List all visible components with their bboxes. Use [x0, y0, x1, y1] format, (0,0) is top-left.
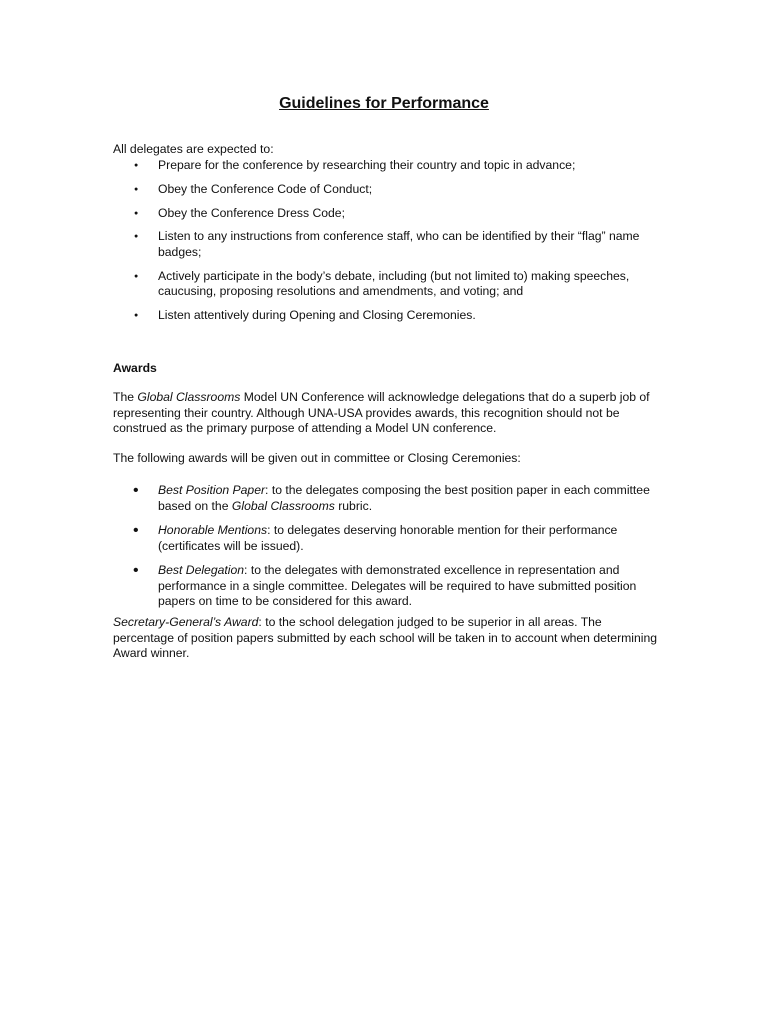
awards-list	[113, 483, 661, 619]
award-item-best-position-paper: • Best Position Paper: to the delegates composing the best position paper in each committee based on the Global Classrooms rubric.	[113, 483, 661, 514]
page-title: Guidelines for Performance	[279, 95, 489, 112]
awards-list-intro: The following awards will be given out in committee or Closing Ceremonies:	[113, 451, 521, 465]
list-item: ● Obey the Conference Dress Code;	[113, 206, 661, 222]
awards-intro-paragraph: The Global Classrooms Model UN Conference will acknowledge delegations that do a superb job of representing their country. Although UNA-USA provides awards, this recognition should not be construed as the primary purpose of attending a Model UN conference.	[113, 390, 650, 435]
awards-heading: Awards	[113, 361, 157, 375]
award-item-honorable-mentions: • Honorable Mentions: to delegates deserving honorable mention for their performance (certificates will be issued).	[113, 523, 661, 554]
award-item-best-delegation: • Best Delegation: to the delegates with demonstrated excellence in representation and performance in a single committee. Delegates will be required to have submitted position papers on time to be considered for this award.	[113, 563, 661, 610]
list-item: ● Listen attentively during Opening and Closing Ceremonies.	[113, 308, 661, 324]
intro-text: All delegates are expected to:	[113, 142, 274, 156]
secretary-general-award: Secretary-General’s Award: to the school delegation judged to be superior in all areas. The percentage of position papers submitted by each school will be taken in to account when determining Award winner.	[113, 615, 658, 660]
list-item: ● Obey the Conference Code of Conduct;	[113, 182, 661, 198]
list-item: ● Prepare for the conference by researching their country and topic in advance;	[113, 158, 661, 174]
expectations-list	[113, 158, 661, 332]
list-item: ● Listen to any instructions from conference staff, who can be identified by their “flag” name badges;	[113, 229, 661, 260]
list-item: ● Actively participate in the body’s debate, including (but not limited to) making speeches, caucusing, proposing resolutions and amendments, and voting; and	[113, 269, 661, 300]
